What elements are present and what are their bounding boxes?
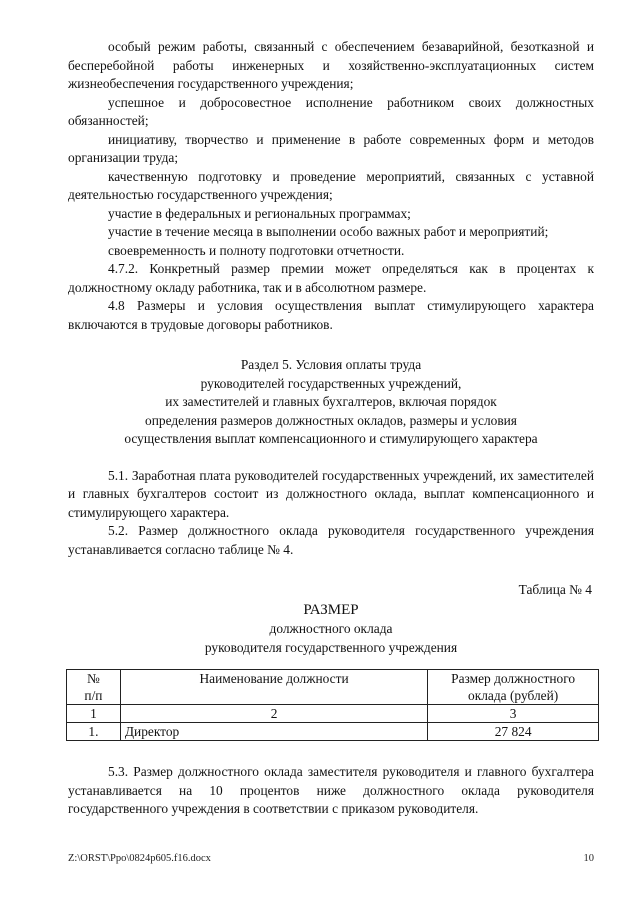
table-cell-number: 1. [67, 723, 121, 741]
paragraph: участие в федеральных и региональных программах; [108, 205, 411, 221]
table-cell-salary: 27 824 [428, 723, 599, 741]
paragraph: участие в течение месяца в выполнении особо важных работ и мероприятий; [108, 224, 549, 239]
section-body [68, 763, 594, 819]
salary-table [66, 669, 599, 741]
file-path: Z:\ORST\Ppo\0824p605.f16.docx [68, 853, 211, 864]
table-title-line: должностного оклада [269, 621, 393, 636]
paragraph: качественную подготовку и проведение мероприятий, связанных с уставной деятельностью государственного учреждения; [68, 168, 594, 202]
paragraph: 5.3. Размер должностного оклада заместителя руководителя и главного бухгалтера устанавливается на 10 процентов ниже должностного оклада руководителя государственного учреждения в соответствии с приказом руководителя. [68, 764, 594, 816]
page-footer [68, 853, 594, 864]
table-title-main: РАЗМЕР [303, 602, 359, 618]
section-heading-line: определения размеров должностных окладов, размеры и условия [145, 412, 517, 428]
paragraph: 4.7.2. Конкретный размер премии может определяться как в процентах к должностному окладу работника, так и в абсолютном размере. [68, 261, 594, 295]
table-row [67, 723, 599, 741]
bonus-criteria-list [68, 38, 594, 334]
header-cell-position: Наименование должности [120, 670, 427, 705]
table-title [68, 601, 594, 657]
section-heading-line: осуществления выплат компенсационного и стимулирующего характера [124, 431, 538, 446]
paragraph: особый режим работы, связанный с обеспечением безаварийной, безотказной и бесперебойной работы инженерных и хозяйственно-эксплуатационных систем жизнеобеспечения государственного учреждения; [68, 39, 594, 91]
table-cell: 2 [120, 705, 427, 723]
table-title-line: руководителя государственного учреждения [204, 639, 458, 655]
section-heading-line: Раздел 5. Условия оплаты труда [240, 357, 422, 372]
table-index-row [67, 705, 599, 723]
document-page [68, 38, 594, 819]
header-cell-number: № п/п [67, 670, 121, 705]
page-number: 10 [583, 853, 594, 864]
section-heading [68, 356, 594, 449]
paragraph: своевременность и полноту подготовки отчетности. [108, 242, 405, 258]
paragraph: успешное и добросовестное исполнение работником своих должностных обязанностей; [68, 94, 594, 128]
section-body [68, 467, 594, 560]
paragraph: 5.2. Размер должностного оклада руководителя государственного учреждения устанавливается согласно таблице № 4. [68, 523, 594, 557]
paragraph: 4.8 Размеры и условия осуществления выплат стимулирующего характера включаются в трудовые договоры работников. [68, 298, 594, 332]
table-cell-position: Директор [120, 723, 427, 741]
table-cell: 1 [67, 705, 121, 723]
section-heading-line: руководителей государственных учреждений, [200, 375, 462, 391]
section-heading-line: их заместителей и главных бухгалтеров, включая порядок [165, 394, 497, 409]
header-cell-salary: Размер должностного оклада (рублей) [428, 670, 599, 705]
paragraph: 5.1. Заработная плата руководителей государственных учреждений, их заместителей и главных бухгалтеров состоит из должностного оклада, выплат компенсационного и стимулирующего характера. [68, 467, 594, 520]
table-header-row [67, 670, 599, 705]
table-cell: 3 [428, 705, 599, 723]
paragraph: инициативу, творчество и применение в работе современных форм и методов организации труда; [68, 131, 594, 165]
table-label: Таблица № 4 [518, 582, 592, 597]
